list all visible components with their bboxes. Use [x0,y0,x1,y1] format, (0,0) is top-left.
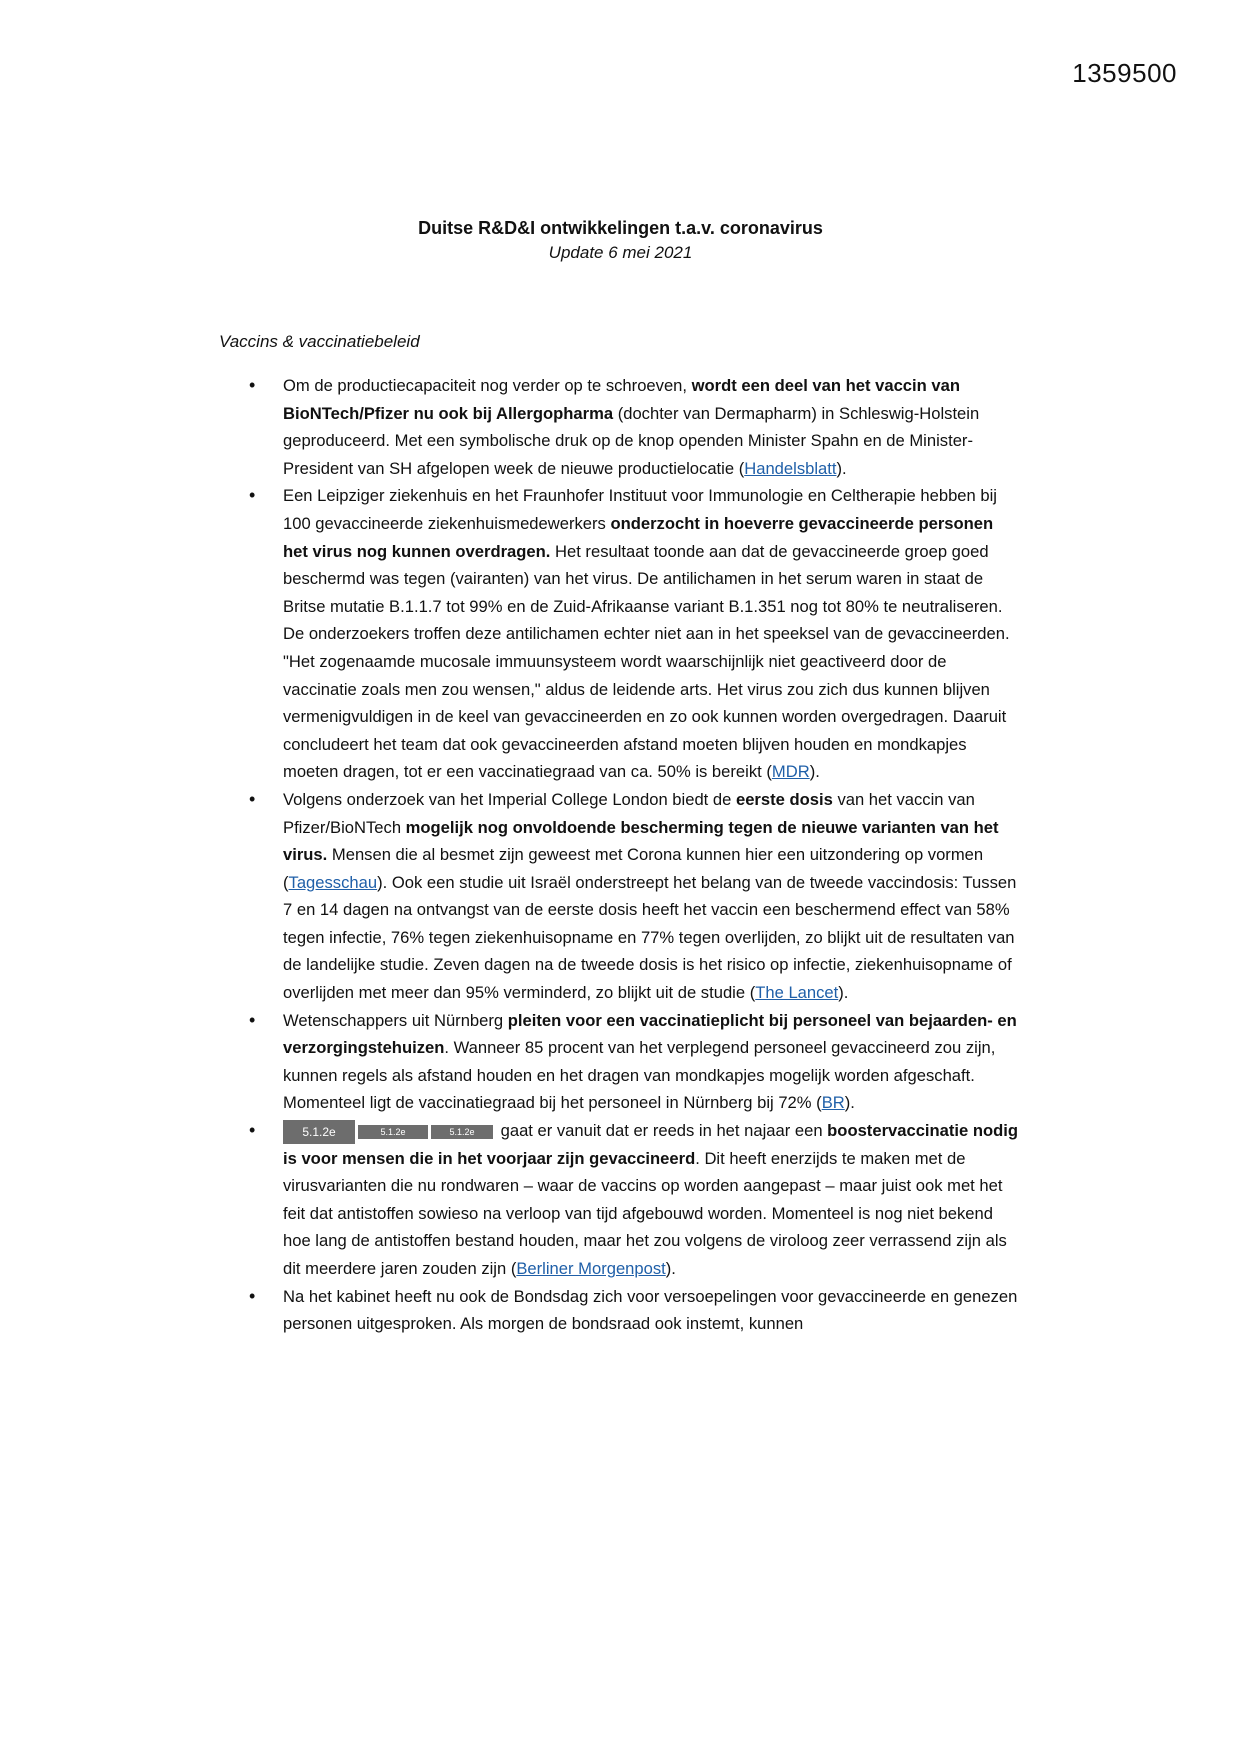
bullet-list [252,372,1022,1338]
source-link-br[interactable]: BR [821,1093,845,1113]
redaction-box: 5.1.2e [358,1125,428,1139]
source-link-berliner-morgenpost[interactable]: Berliner Morgenpost [516,1259,666,1278]
page-subtitle: Update 6 mei 2021 [548,243,693,262]
list-item: • 5.1.2e 5.1.2e 5.1.2e gaat er vanuit dat er reeds in het najaar een boostervaccinatie nodig is voor mensen die in het voorjaar zijn gevaccineerd. Dit heeft enerzijds te maken met de virusvarianten die nu rondwaren – waar de vaccins op worden aangepast – maar juist ook met het feit dat antistoffen sowieso na verloop van tijd afgebouwd worden. Momenteel is nog niet bekend hoe lang de antistoffen bestand houden, maar het zou volgens de viroloog zeer verrassend zijn als dit meerdere jaren zouden zijn (Berliner Morgenpost). [252,1117,1022,1283]
source-link-tagesschau[interactable]: Tagesschau [288,872,378,892]
header [0,218,1241,263]
list-item: • Volgens onderzoek van het Imperial College London biedt de eerste dosis van het vaccin van Pfizer/BioNTech mogelijk nog onvoldoende bescherming tegen de nieuwe varianten van het virus. Mensen die al besmet zijn geweest met Corona kunnen hier een uitzondering op vormen (Tagesschau). Ook een studie uit Israël onderstreept het belang van de tweede vaccindosis: Tussen 7 en 14 dagen na ontvangst van de eerste dosis heeft het vaccin een beschermend effect van 58% tegen infectie, 76% tegen ziekenhuisopname en 77% tegen overlijden, zo blijkt uit de resultaten van de landelijke studie. Zeven dagen na de tweede dosis is het risico op infectie, ziekenhuisopname of overlijden met meer dan 95% verminderd, zo blijkt uit de studie (The Lancet). [252,786,1022,1007]
document-id: 1359500 [1072,58,1177,88]
redaction-box: 5.1.2e [431,1125,493,1139]
list-item: • Om de productiecapaciteit nog verder op te schroeven, wordt een deel van het vaccin van BioNTech/Pfizer nu ook bij Allergopharma (dochter van Dermapharm) in Schleswig-Holstein geproduceerd. Met een symbolische druk op de knop openden Minister Spahn en de Minister-President van SH afgelopen week de nieuwe productielocatie (Handelsblatt). [252,372,1022,482]
source-link-mdr[interactable]: MDR [771,762,810,782]
page-title: Duitse R&D&I ontwikkelingen t.a.v. coronavirus [418,218,823,238]
source-link-the-lancet[interactable]: The Lancet [755,983,839,1003]
section-heading: Vaccins & vaccinatiebeleid [219,332,420,351]
list-item: • Na het kabinet heeft nu ook de Bondsdag zich voor versoepelingen voor gevaccineerde en genezen personen uitgesproken. Als morgen de bondsraad ook instemt, kunnen [252,1283,1022,1338]
redaction-box: 5.1.2e [283,1120,355,1144]
list-item: • Een Leipziger ziekenhuis en het Fraunhofer Instituut voor Immunologie en Celtherapie hebben bij 100 gevaccineerde ziekenhuismedewerkers onderzocht in hoeverre gevaccineerde personen het virus nog kunnen overdragen. Het resultaat toonde aan dat de gevaccineerde groep goed beschermd was tegen (vairanten) van het virus. De antilichamen in het serum waren in staat de Britse mutatie B.1.1.7 tot 99% en de Zuid-Afrikaanse variant B.1.351 nog tot 80% te neutraliseren. De onderzoekers troffen deze antilichamen echter niet aan in het speeksel van de gevaccineerden. "Het zogenaamde mucosale immuunsysteem wordt waarschijnlijk niet geactiveerd door de vaccinatie zoals men zou wensen," aldus de leidende arts. Het virus zou zich dus kunnen blijven vermenigvuldigen in de keel van gevaccineerden en zo ook kunnen worden overgedragen. Daaruit concludeert het team dat ook gevaccineerden afstand moeten blijven houden en mondkapjes moeten dragen, tot er een vaccinatiegraad van ca. 50% is bereikt (MDR). [252,482,1022,786]
list-item: • Wetenschappers uit Nürnberg pleiten voor een vaccinatieplicht bij personeel van bejaarden- en verzorgingstehuizen. Wanneer 85 procent van het verplegend personeel gevaccineerd zou zijn, kunnen regels als afstand houden en het dragen van mondkapjes mogelijk worden afgeschaft. Momenteel ligt de vaccinatiegraad bij het personeel in Nürnberg bij 72% (BR). [252,1007,1022,1117]
source-link-handelsblatt[interactable]: Handelsblatt [744,458,837,478]
